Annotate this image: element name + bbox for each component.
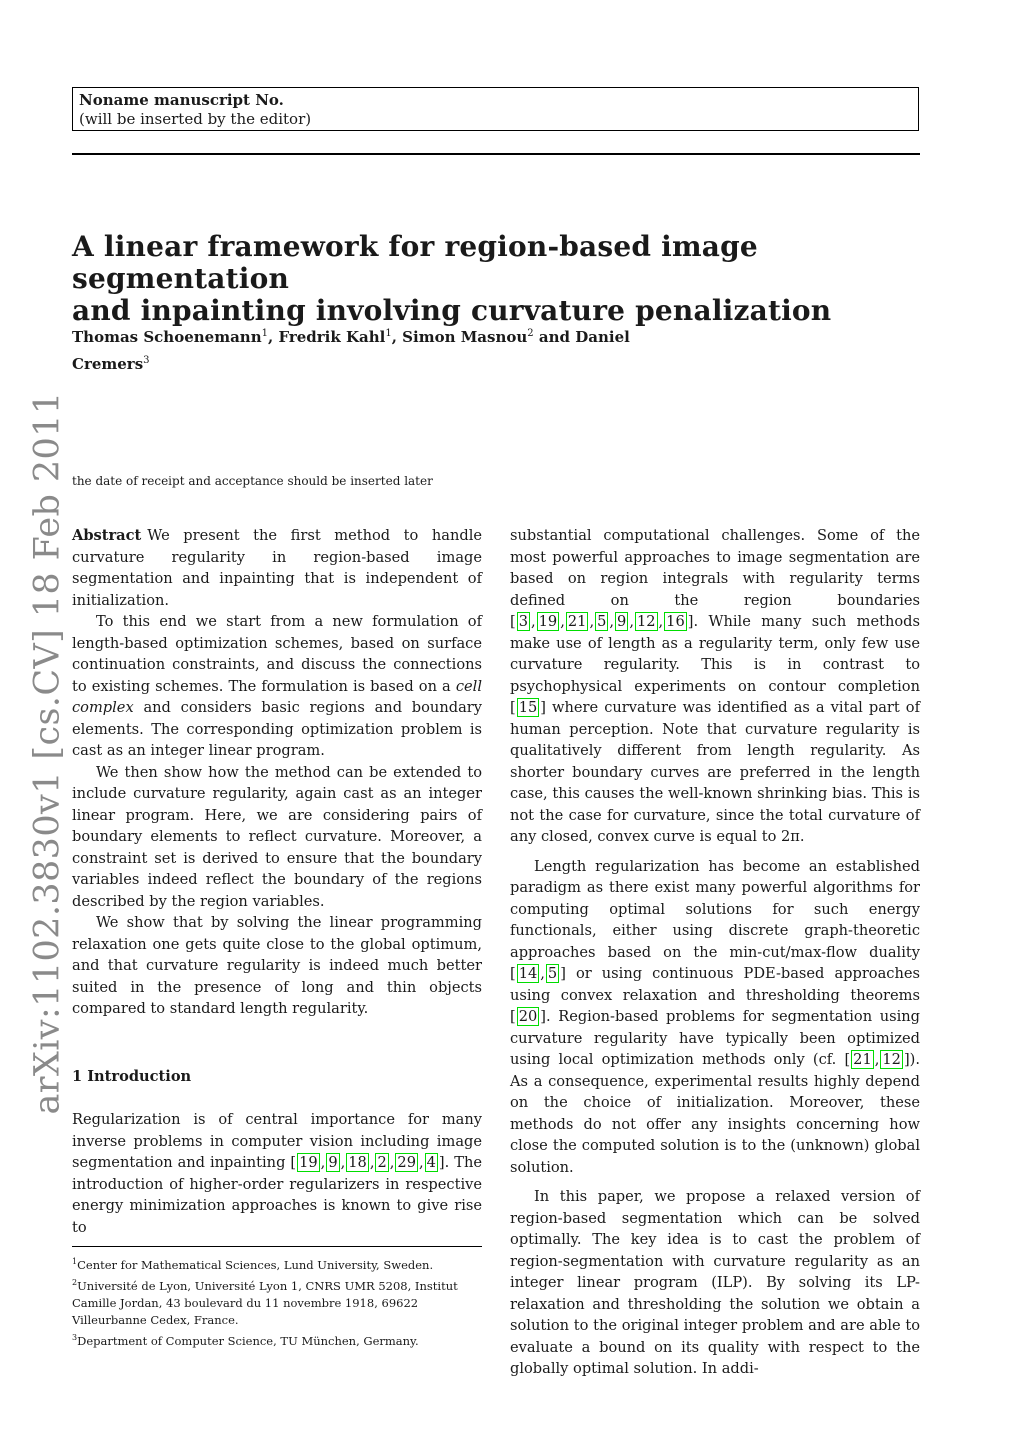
citation-link[interactable]: 20: [518, 1008, 538, 1025]
citation-link[interactable]: 19: [538, 613, 558, 630]
manuscript-header-box: [72, 87, 919, 131]
manuscript-number: Noname manuscript No.: [79, 91, 284, 109]
right-column: [510, 525, 920, 1380]
citation-link[interactable]: 9: [617, 613, 627, 630]
paper-title-line2: and inpainting involving curvature penalization: [72, 294, 832, 327]
author-affiliation: 3: [143, 355, 150, 366]
author-affiliation: 2: [527, 328, 534, 339]
left-column: [72, 525, 482, 1349]
author-list: Thomas Schoenemann$^1$, Fredrik Kahl$^1$, Simon Masnou$^2$ and Daniel Cremers$^3$: [72, 328, 630, 373]
footnote: $^1$Center for Mathematical Sciences, Lund University, Sweden.: [72, 1257, 434, 1272]
abstract-label: Abstract: [72, 527, 142, 544]
intro-paragraph: Regularization is of central importance for many inverse problems in computer vision including image segmentation and inpainting [ 19 , 9 , 18 , 2 , 29 , 4 ]. The introduction of higher-order regularizers in respective energy minimization approaches is known to give rise to: [72, 1111, 482, 1236]
author-name: Simon Masnou: [402, 328, 528, 346]
paper-title: [72, 231, 932, 327]
abstract-paragraph: We then show how the method can be extended to include curvature regularity, again cast as an integer linear program. Here, we are considering pairs of boundary elements to reflect curvature. Moreover, a constraint set is derived to ensure that the boundary variables indeed reflect the boundary of the regions described by the region variables.: [72, 763, 482, 910]
citation-link[interactable]: 29: [397, 1154, 416, 1171]
author-affiliation: 1: [385, 328, 392, 339]
footnote: $^3$Department of Computer Science, TU München, Germany.: [72, 1332, 419, 1348]
citation-link[interactable]: 18: [348, 1154, 367, 1171]
body-paragraph: Length regularization has become an established paradigm as there exist many powerful algorithms for computing optimal solutions for such energy functionals, either using discrete graph-theoretic approaches based on the min-cut/max-flow duality [ 14 , 5 ] or using continuous PDE-based approaches using convex relaxation and thresholding theorems [ 20 ]. Region-based problems for segmentation using curvature regularity have typically been optimized using local optimization methods only (cf. [ 21 , 12 ]). As a consequence, experimental results highly depend on the choice of initialization. Moreover, these methods do not offer any insights concerning how close the computed solution is to the (unknown) global solution.: [510, 857, 920, 1176]
abstract-paragraph: We show that by solving the linear programming relaxation one gets quite close to the global optimum, and that curvature regularity is indeed much better suited in the presence of long and thin objects compared to standard length regularity.: [72, 914, 482, 1017]
citation-link[interactable]: 4: [426, 1154, 436, 1171]
citation-link[interactable]: 16: [666, 613, 685, 630]
citation-link[interactable]: 3: [518, 613, 528, 630]
editor-note: (will be inserted by the editor): [79, 110, 312, 128]
citation-link[interactable]: 21: [853, 1051, 872, 1068]
author-affiliation: 1: [261, 328, 268, 339]
body-paragraph: In this paper, we propose a relaxed version of region-based segmentation which can be solved optimally. The key idea is to cast the problem of region-segmentation with curvature regularity as an integer linear program (ILP). By solving its LP-relaxation and thresholding the solution we obtain a solution to the original integer problem and are able to evaluate a bound on its quality with respect to the globally optimal solution. In addi-: [510, 1188, 920, 1377]
citation-link[interactable]: 15: [518, 699, 538, 716]
section-heading: 1 Introduction: [72, 1067, 192, 1085]
citation-link[interactable]: 12: [882, 1051, 901, 1068]
footnote: $^2$Université de Lyon, Université Lyon 1, CNRS UMR 5208, Institut Camille Jordan, 43 boulevard du 11 novembre 1918, 69622 Villeurbanne Cedex, France.: [72, 1277, 458, 1327]
citation-link[interactable]: 12: [636, 613, 656, 630]
footnotes: [72, 1253, 482, 1349]
date-note: the date of receipt and acceptance should be inserted later: [72, 474, 433, 488]
citation-link[interactable]: 21: [567, 613, 587, 630]
citation-link[interactable]: 9: [328, 1154, 338, 1171]
arxiv-stamp: [24, 391, 72, 1115]
abstract-paragraph: Abstract We present the first method to handle curvature regularity in region-based image segmentation and inpainting that is independent of initialization.: [72, 527, 482, 609]
abstract-paragraph: To this end we start from a new formulation of length-based optimization schemes, based on surface continuation constraints, and discuss the connections to existing schemes. The formulation is based on a cell complex and considers basic regions and boundary elements. The corresponding optimization problem is cast as an integer linear program.: [72, 613, 482, 759]
body-paragraph: substantial computational challenges. Some of the most powerful approaches to image segmentation are based on region integrals with regularity terms defined on the region boundaries [ 3 , 19 , 21 , 5 , 9 , 12 , 16 ]. While many such methods make use of length as a regularity term, only few use curvature regularity. This is in contrast to psychophysical experiments on contour completion [ 15 ] where curvature was identified as a vital part of human perception. Note that curvature regularity is qualitatively different from length regularity. As shorter boundary curves are preferred in the length case, this causes the well-known shrinking bias. This is not the case for curvature, since the total curvature of any closed, convex curve is equal to 2π.: [510, 527, 920, 845]
citation-link[interactable]: 2: [377, 1154, 387, 1171]
author-name: Daniel Cremers: [72, 328, 630, 373]
citation-link[interactable]: 19: [299, 1154, 318, 1171]
emphasis: cell complex: [72, 677, 482, 716]
author-name: Thomas Schoenemann: [72, 328, 262, 346]
footnote-rule: [72, 1246, 482, 1247]
citation-link[interactable]: 5: [547, 965, 558, 982]
citation-link[interactable]: 14: [518, 965, 538, 982]
header-rule: [72, 153, 920, 155]
author-name: Fredrik Kahl: [278, 328, 386, 346]
arxiv-stamp-text: arXiv:1102.3830v1 [cs.CV] 18 Feb 2011: [28, 391, 69, 1115]
citation-link[interactable]: 5: [597, 613, 607, 630]
paper-title-line1: A linear framework for region-based image segmentation: [72, 230, 758, 295]
